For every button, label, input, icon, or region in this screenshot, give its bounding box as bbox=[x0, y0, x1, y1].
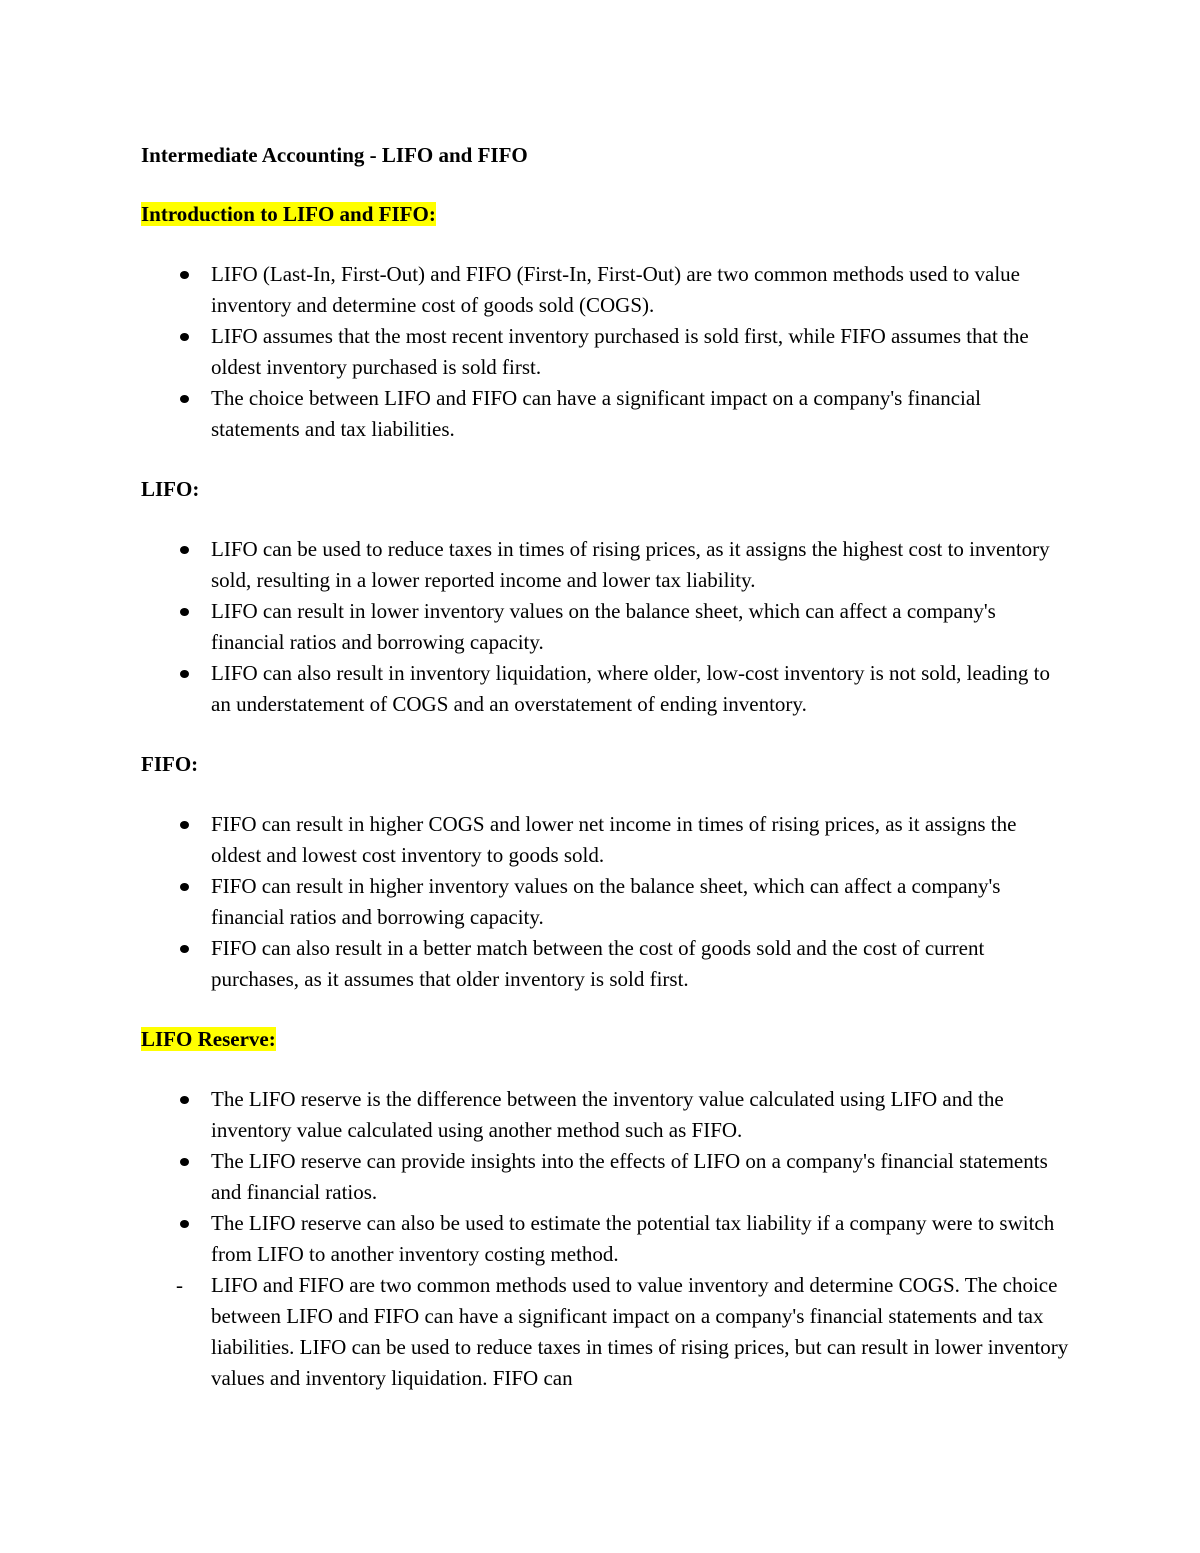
list-item bbox=[141, 259, 1071, 321]
list-item-text: The LIFO reserve is the difference between the inventory value calculated using LIFO and the inventory value calculated using another method such as FIFO. bbox=[211, 1087, 1004, 1142]
list-item bbox=[141, 933, 1071, 995]
section-heading-lifo-reserve-text: LIFO Reserve: bbox=[141, 1027, 276, 1051]
document-page bbox=[141, 140, 1071, 1423]
list-item-text: The LIFO reserve can also be used to estimate the potential tax liability if a company were to switch from LIFO to another inventory costing method. bbox=[211, 1211, 1055, 1266]
list-item-text: LIFO can be used to reduce taxes in times of rising prices, as it assigns the highest cost to inventory sold, resulting in a lower reported income and lower tax liability. bbox=[211, 537, 1050, 592]
section-heading-lifo-reserve bbox=[141, 1024, 1071, 1055]
list-item-text: The choice between LIFO and FIFO can have a significant impact on a company's financial statements and tax liabilities. bbox=[211, 386, 982, 441]
list-item bbox=[141, 871, 1071, 933]
list-item bbox=[141, 596, 1071, 658]
list-item-text: LIFO can also result in inventory liquidation, where older, low-cost inventory is not sold, leading to an understatement of COGS and an overstatement of ending inventory. bbox=[211, 661, 1051, 716]
list-item-text: LIFO assumes that the most recent inventory purchased is sold first, while FIFO assumes that the oldest inventory purchased is sold first. bbox=[211, 324, 1029, 379]
list-item-text: LIFO and FIFO are two common methods used to value inventory and determine COGS. The choice between LIFO and FIFO can have a significant impact on a company's financial statements and tax liabilities. LIFO can be used to reduce taxes in times of rising prices, but can result in lower inventory values and inventory liquidation. FIFO can bbox=[211, 1273, 1069, 1390]
list-item bbox=[141, 1208, 1071, 1270]
list-item bbox=[141, 321, 1071, 383]
list-item-text: LIFO (Last-In, First-Out) and FIFO (First-In, First-Out) are two common methods used to value inventory and determine cost of goods sold (COGS). bbox=[211, 262, 1020, 317]
list-item-dash bbox=[141, 1270, 1071, 1394]
list-item bbox=[141, 383, 1071, 445]
list-item-text: The LIFO reserve can provide insights into the effects of LIFO on a company's financial statements and financial ratios. bbox=[211, 1149, 1048, 1204]
list-item bbox=[141, 1084, 1071, 1146]
section-heading-introduction bbox=[141, 199, 1071, 230]
list-item-text: FIFO can result in higher COGS and lower net income in times of rising prices, as it assigns the oldest and lowest cost inventory to goods sold. bbox=[211, 812, 1017, 867]
section-heading-fifo: FIFO: bbox=[141, 752, 199, 776]
section-heading-lifo: LIFO: bbox=[141, 477, 200, 501]
list-item-text: FIFO can result in higher inventory values on the balance sheet, which can affect a company's financial ratios and borrowing capacity. bbox=[211, 874, 1001, 929]
bullet-list-lifo bbox=[141, 534, 1071, 720]
list-item bbox=[141, 809, 1071, 871]
bullet-list-introduction bbox=[141, 259, 1071, 445]
bullet-list-fifo bbox=[141, 809, 1071, 995]
list-item bbox=[141, 534, 1071, 596]
document-title: Intermediate Accounting - LIFO and FIFO bbox=[141, 143, 528, 167]
section-heading-introduction-text: Introduction to LIFO and FIFO: bbox=[141, 202, 436, 226]
list-item-text: FIFO can also result in a better match between the cost of goods sold and the cost of current purchases, as it assumes that older inventory is sold first. bbox=[211, 936, 985, 991]
bullet-list-lifo-reserve bbox=[141, 1084, 1071, 1394]
list-item bbox=[141, 1146, 1071, 1208]
dash-bullet-icon: - bbox=[176, 1273, 183, 1297]
list-item bbox=[141, 658, 1071, 720]
list-item-text: LIFO can result in lower inventory values on the balance sheet, which can affect a company's financial ratios and borrowing capacity. bbox=[211, 599, 996, 654]
